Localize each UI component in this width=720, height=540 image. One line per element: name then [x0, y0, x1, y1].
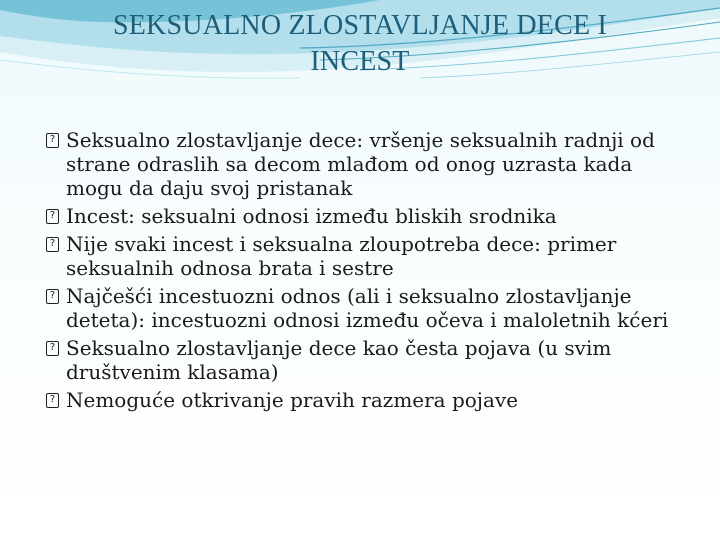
- bullet-marker-icon: ?: [46, 237, 59, 252]
- bullet-text: Nije svaki incest i seksualna zloupotreba dece: primer seksualnih odnosa brata i sestre: [66, 232, 617, 280]
- bullet-text: Nemoguće otkrivanje pravih razmera pojave: [66, 388, 519, 412]
- slide-title: SEKSUALNO ZLOSTAVLJANJE DECE I INCEST: [112, 10, 608, 77]
- bullet-marker-icon: ?: [46, 133, 59, 148]
- bullet-item: [46, 232, 686, 280]
- bullet-marker-icon: ?: [46, 341, 59, 356]
- bullet-item: [46, 128, 686, 200]
- bullet-list: [46, 128, 686, 416]
- bullet-text: Seksualno zlostavljanje dece: vršenje seksualnih radnji od strane odraslih sa decom mlađom od onog uzrasta kada mogu da daju svoj pristanak: [66, 128, 655, 200]
- bullet-marker-icon: ?: [46, 393, 59, 408]
- bullet-item: [46, 204, 686, 228]
- bullet-item: [46, 284, 686, 332]
- bullet-item: [46, 388, 686, 412]
- bullet-item: [46, 336, 686, 384]
- bullet-marker-icon: ?: [46, 289, 59, 304]
- bullet-text: Incest: seksualni odnosi između bliskih srodnika: [66, 204, 557, 228]
- bullet-text: Seksualno zlostavljanje dece kao česta pojava (u svim društvenim klasama): [66, 336, 612, 384]
- bullet-marker-icon: ?: [46, 209, 59, 224]
- bullet-text: Najčešći incestuozni odnos (ali i seksualno zlostavljanje deteta): incestuozni odnosi između očeva i maloletnih kćeri: [66, 284, 669, 332]
